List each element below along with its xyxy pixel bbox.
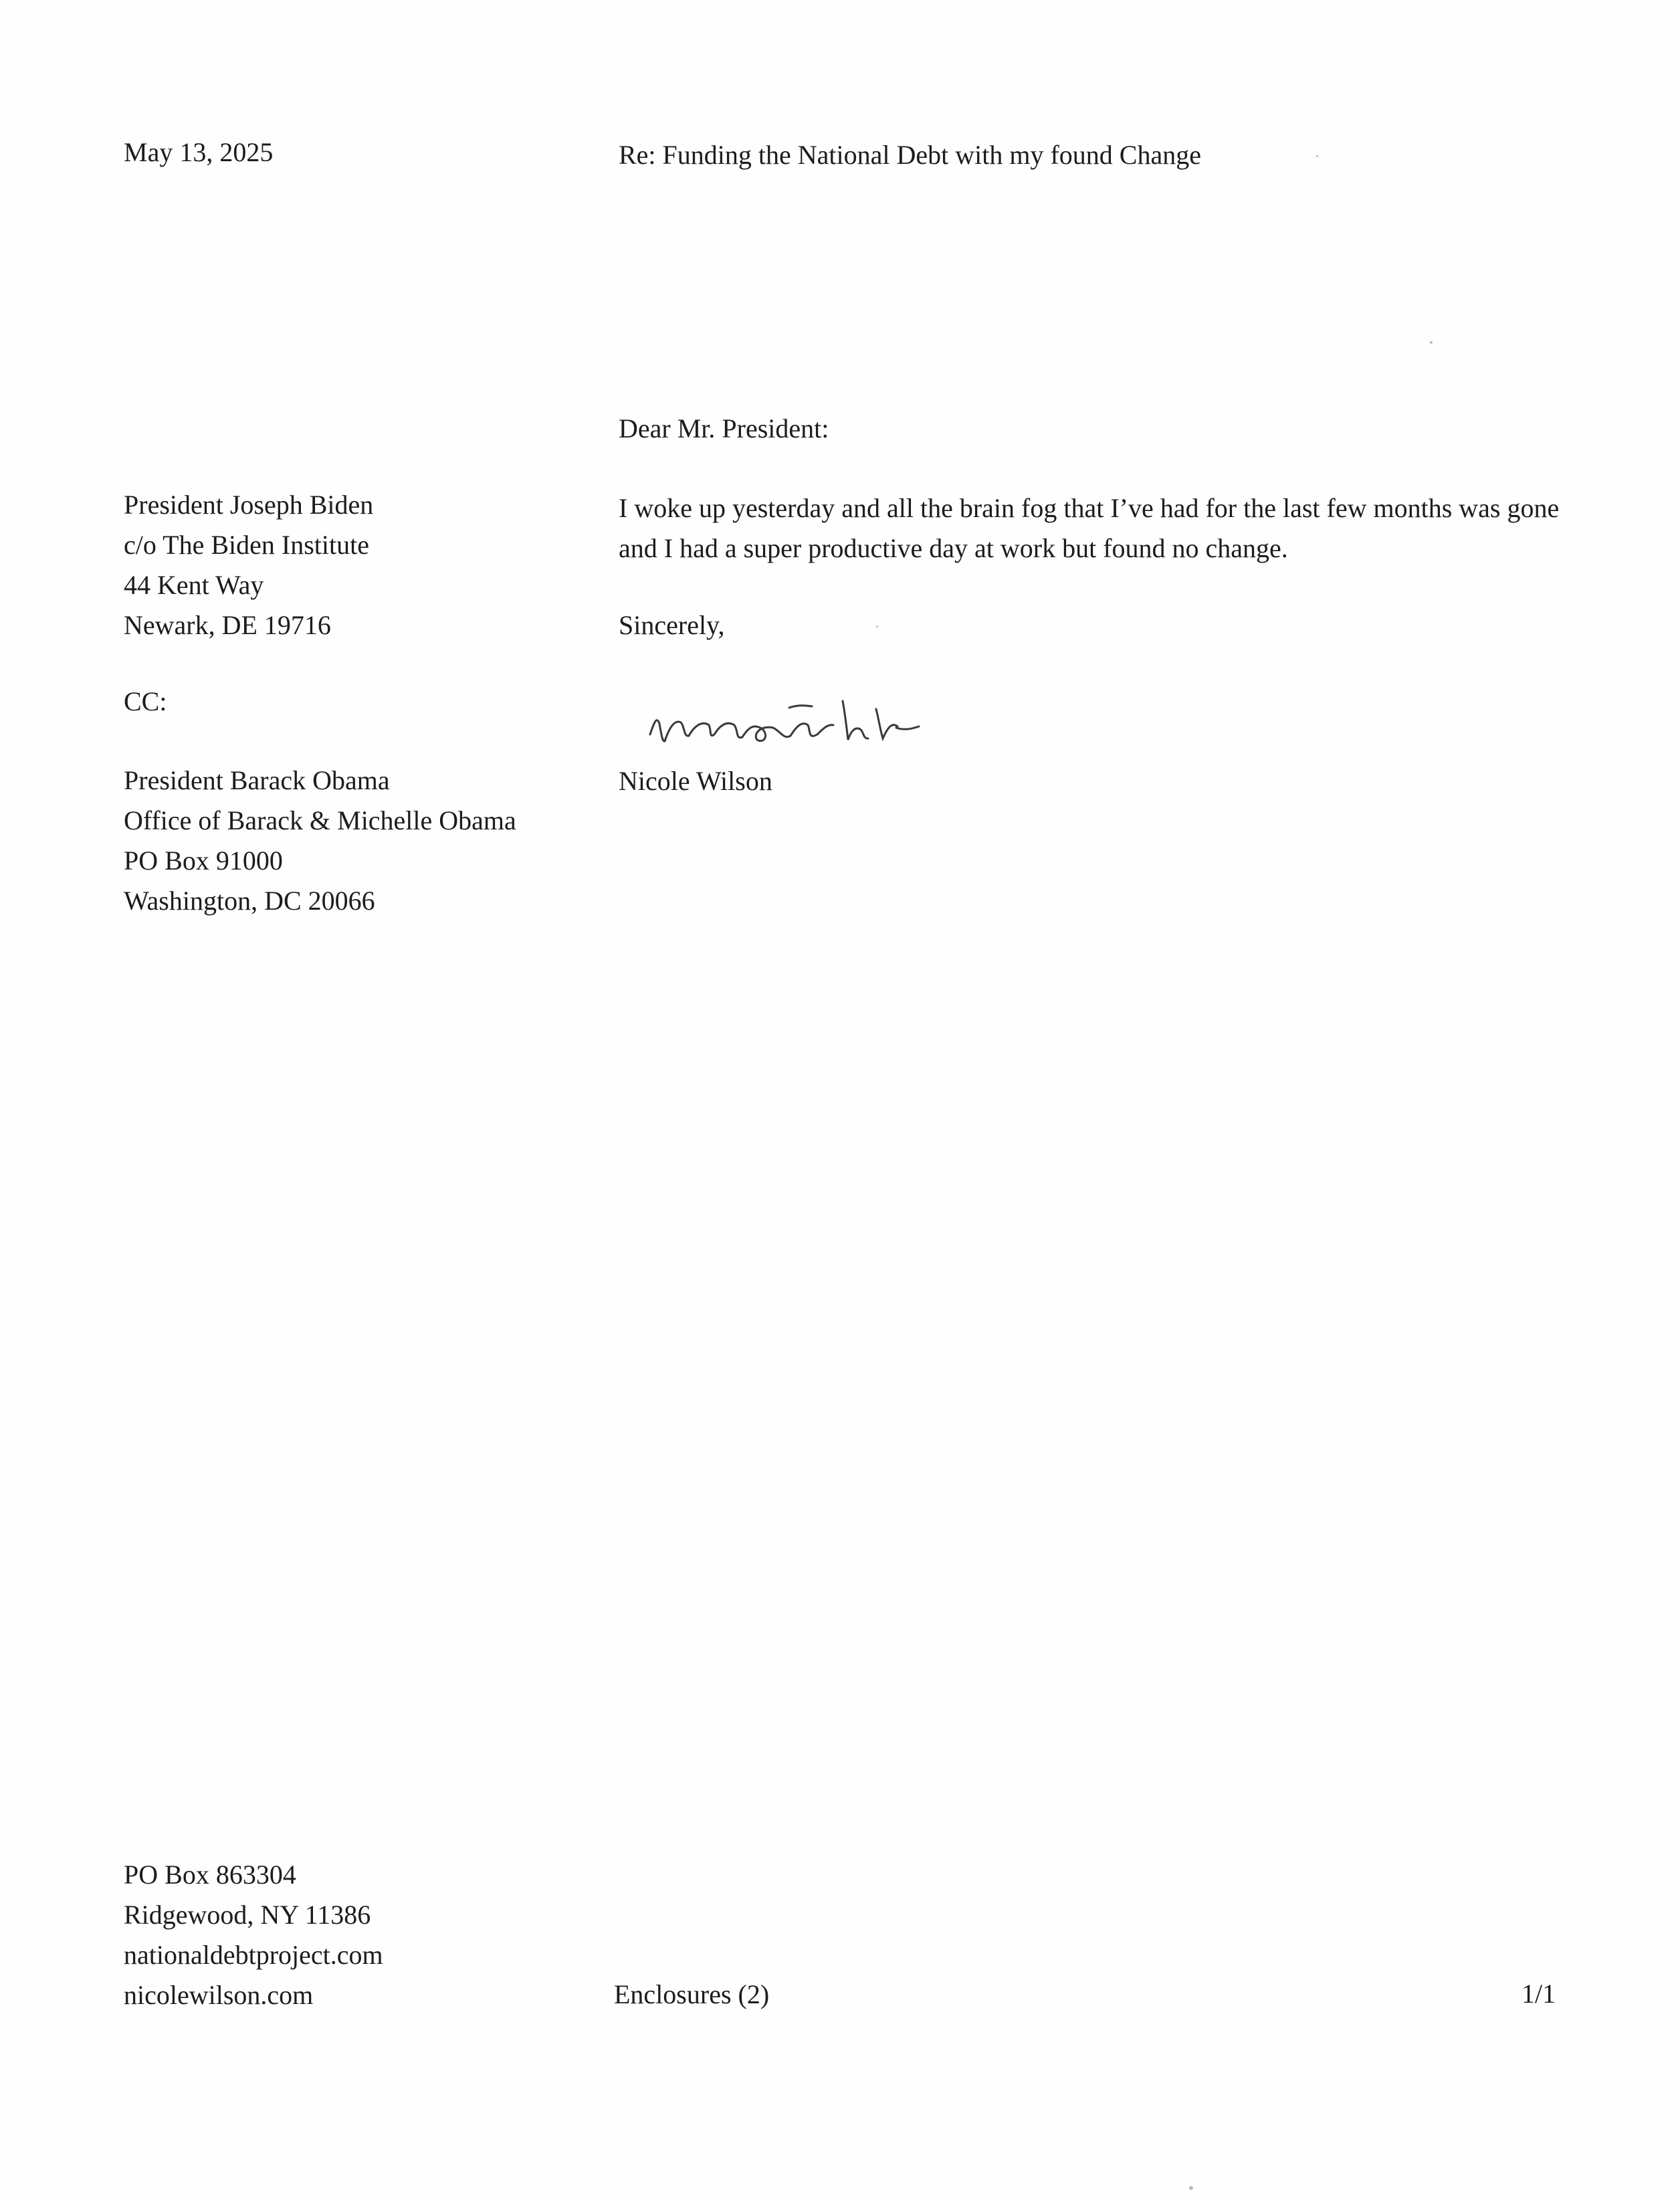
recipient-line: c/o The Biden Institute — [124, 530, 369, 560]
recipient-line: Newark, DE 19716 — [124, 610, 331, 640]
sender-line: nicolewilson.com — [124, 1980, 314, 2010]
cc-line: Washington, DC 20066 — [124, 886, 375, 916]
handwritten-signature — [642, 682, 936, 766]
sender-line: nationaldebtproject.com — [124, 1940, 383, 1970]
salutation: Dear Mr. President: — [619, 413, 829, 443]
recipient-line: 44 Kent Way — [124, 570, 264, 600]
cc-line: PO Box 91000 — [124, 845, 283, 876]
letter-date: May 13, 2025 — [124, 137, 274, 167]
scan-speck — [1316, 155, 1318, 157]
scan-speck — [1189, 2186, 1193, 2190]
sender-line: Ridgewood, NY 11386 — [124, 1900, 371, 1930]
page-number: 1/1 — [1521, 1979, 1556, 2009]
enclosures-note: Enclosures (2) — [614, 1979, 770, 2009]
cc-line: President Barack Obama — [124, 765, 390, 795]
sender-line: PO Box 863304 — [124, 1860, 296, 1890]
recipient-address — [124, 485, 373, 645]
cc-label: CC: — [124, 686, 167, 716]
scan-speck — [1430, 341, 1433, 344]
signer-name: Nicole Wilson — [619, 766, 772, 796]
scan-speck — [876, 625, 878, 627]
closing: Sincerely, — [619, 610, 725, 640]
letter-body: I woke up yesterday and all the brain fog that I’ve had for the last few months was gone and I had a super productive day at work but found no change. — [619, 493, 1560, 563]
cc-address — [124, 761, 516, 921]
sender-address — [124, 1855, 383, 2015]
recipient-line: President Joseph Biden — [124, 490, 374, 520]
cc-line: Office of Barack & Michelle Obama — [124, 805, 516, 835]
letter-subject: Re: Funding the National Debt with my found Change — [619, 140, 1201, 170]
